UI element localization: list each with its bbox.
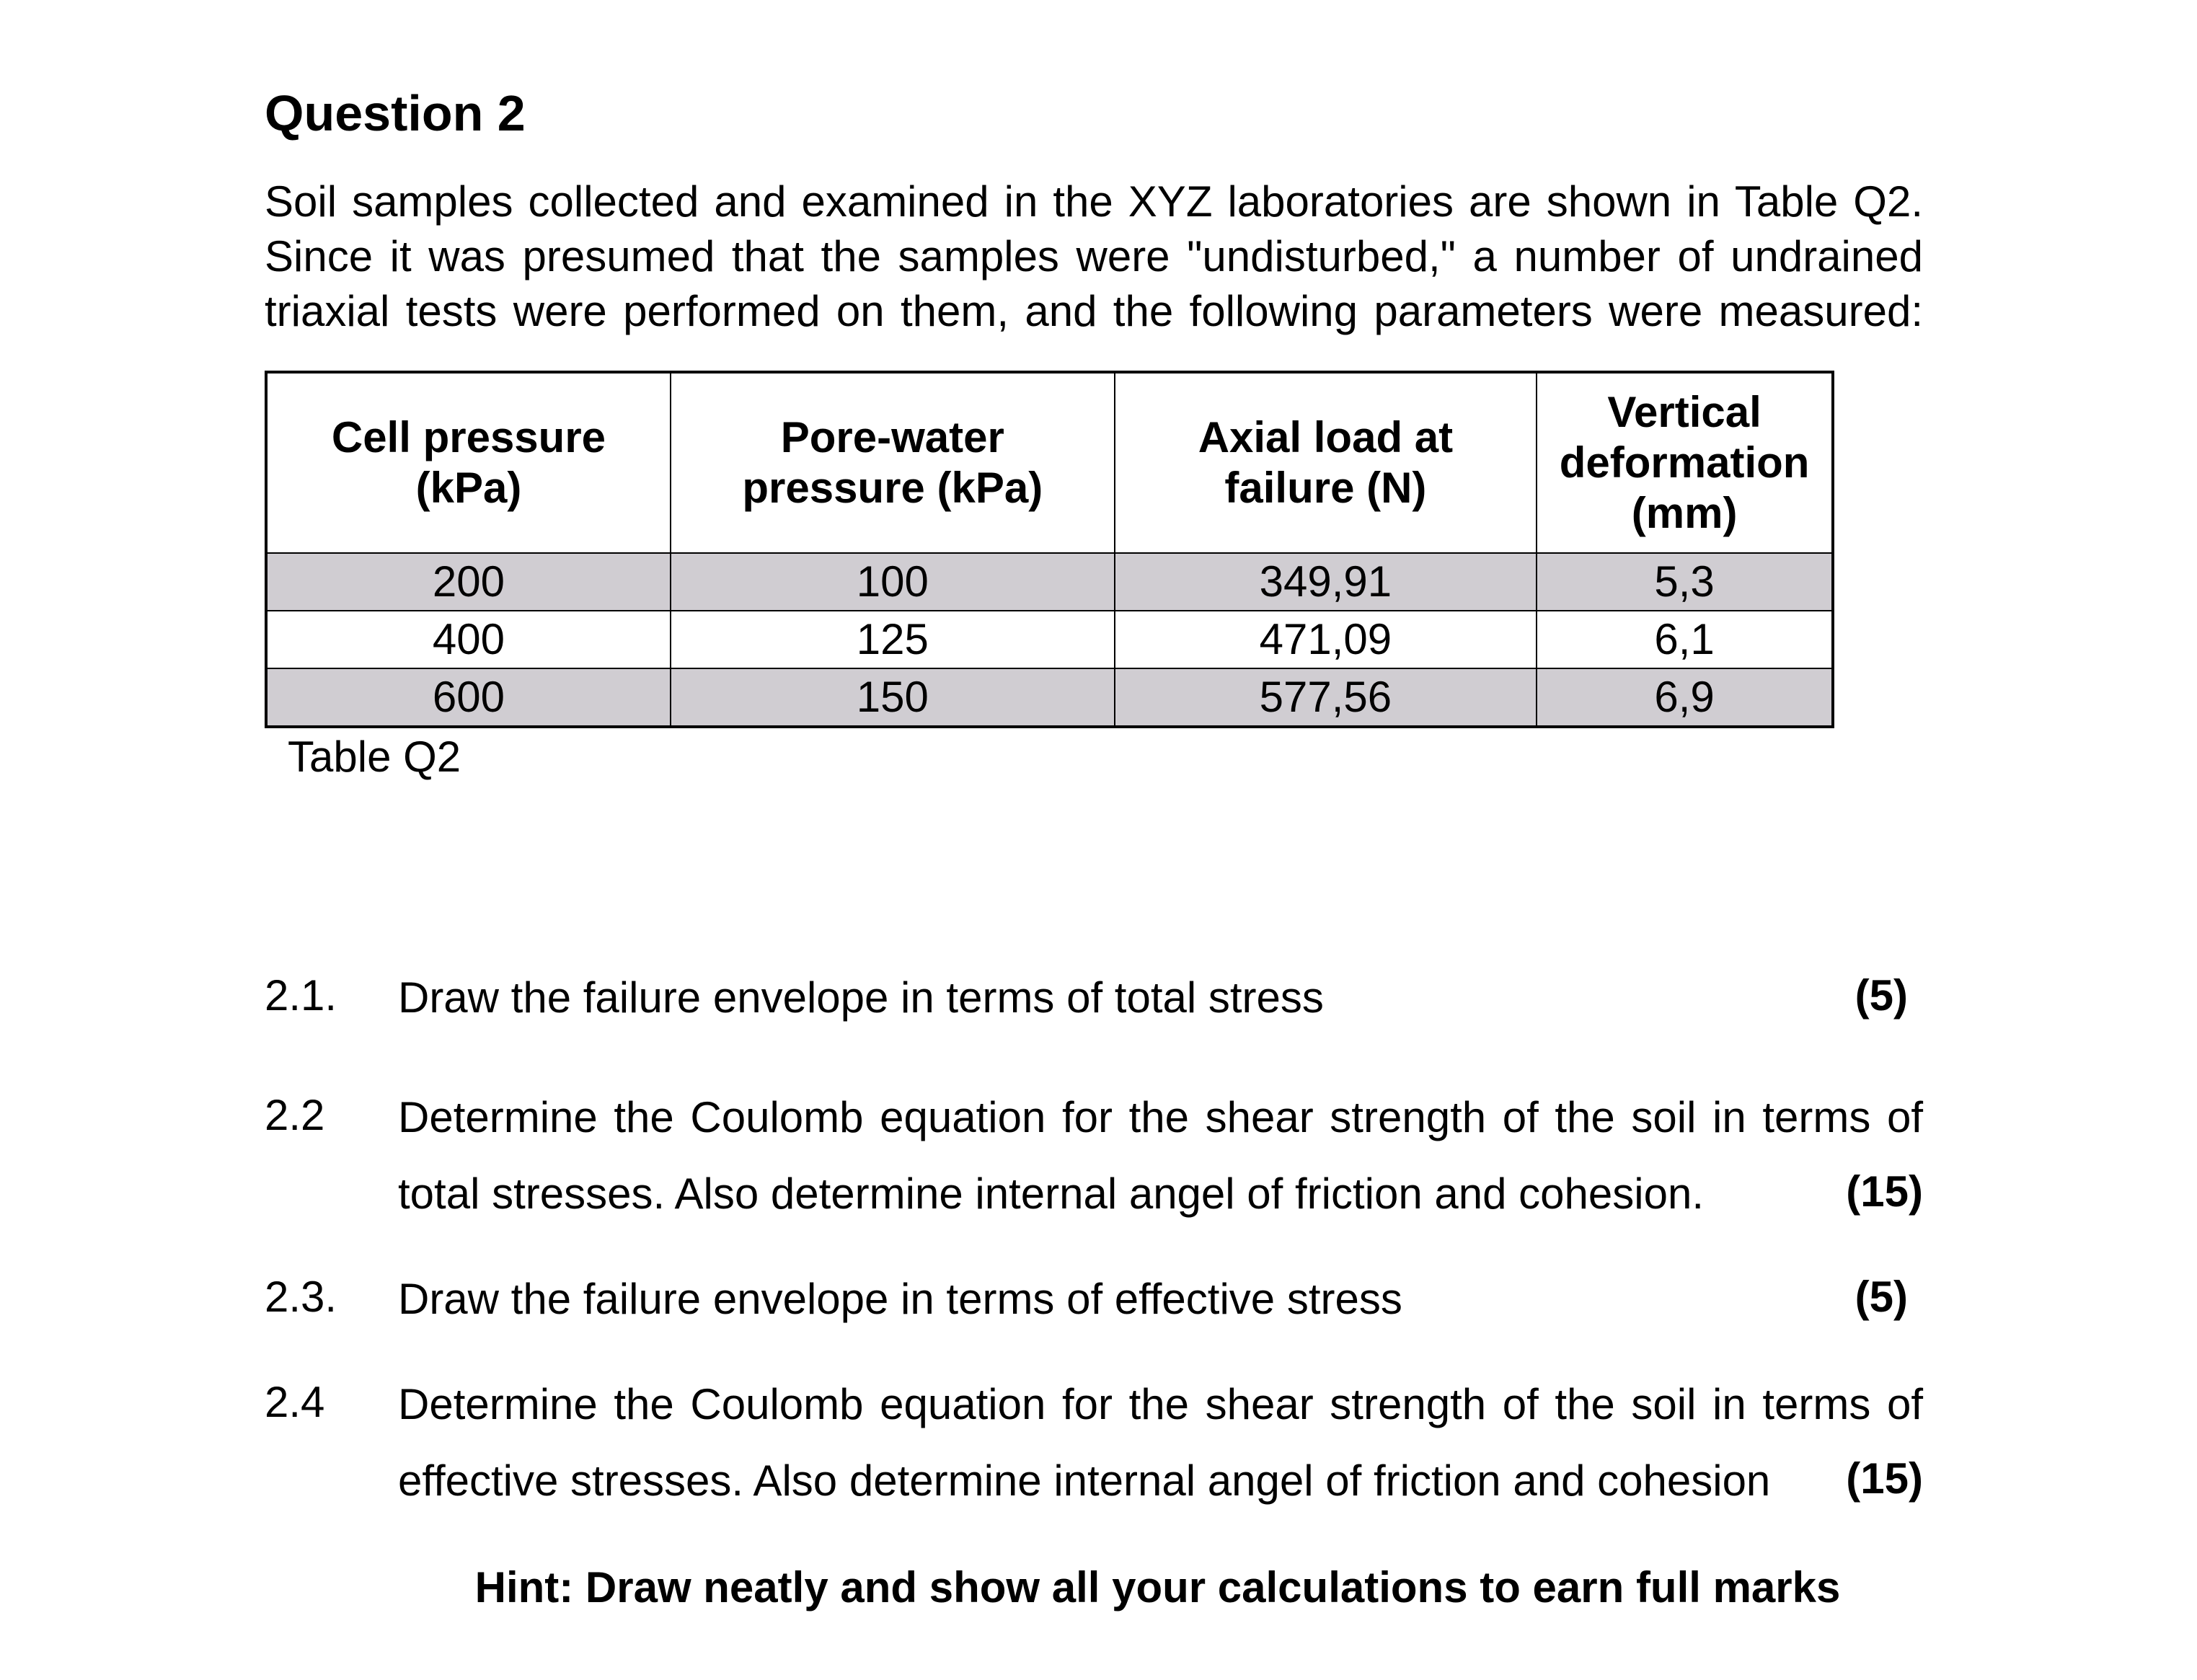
table-cell: 349,91 xyxy=(1115,553,1537,611)
table-cell: 6,9 xyxy=(1537,668,1833,727)
table-caption: Table Q2 xyxy=(288,733,461,781)
question-text xyxy=(398,1272,1923,1348)
question-line: Determine the Coulomb equation for the shear strength of the soil in terms of xyxy=(398,1380,1923,1428)
header-pore-water-pressure: Pore-water pressure (kPa) xyxy=(671,372,1115,553)
question-line: Determine the Coulomb equation for the shear strength of the soil in terms of xyxy=(398,1093,1923,1141)
header-cell-pressure: Cell pressure (kPa) xyxy=(266,372,671,553)
question-text xyxy=(398,971,1923,1047)
intro-line: triaxial tests were performed on them, and the following parameters were measured: xyxy=(265,287,1923,335)
table-cell: 200 xyxy=(266,553,671,611)
table-row xyxy=(266,553,1833,611)
table-row xyxy=(266,611,1833,668)
intro-line: Soil samples collected and examined in the XYZ laboratories are shown in Table Q2. xyxy=(265,177,1923,226)
header-axial-load: Axial load at failure (N) xyxy=(1115,372,1537,553)
table-cell: 6,1 xyxy=(1537,611,1833,668)
table-cell: 5,3 xyxy=(1537,553,1833,611)
intro-line: Since it was presumed that the samples were "undisturbed," a number of undrained xyxy=(265,232,1923,280)
table-cell: 400 xyxy=(266,611,671,668)
table-cell: 150 xyxy=(671,668,1115,727)
question-marks: (15) xyxy=(1846,1167,1923,1216)
table-cell: 471,09 xyxy=(1115,611,1537,668)
question-marks: (5) xyxy=(1855,1273,1908,1321)
question-line: Draw the failure envelope in terms of effective stress xyxy=(398,1275,1402,1323)
question-line: Draw the failure envelope in terms of total stress xyxy=(398,973,1324,1022)
question-marks: (15) xyxy=(1846,1454,1923,1503)
question-title: Question 2 xyxy=(265,85,526,141)
table-cell: 100 xyxy=(671,553,1115,611)
intro-paragraph xyxy=(265,174,1923,339)
question-line: total stresses. Also determine internal angel of friction and cohesion. xyxy=(398,1170,1705,1218)
question-number: 2.2 xyxy=(265,1091,325,1139)
question-text xyxy=(398,1090,1923,1243)
table-cell: 600 xyxy=(266,668,671,727)
question-number: 2.4 xyxy=(265,1378,325,1426)
hint-label: Hint: Draw neatly and show all your calculations to earn full marks xyxy=(474,1563,1841,1612)
table-header-row xyxy=(266,372,1833,553)
table-cell: 577,56 xyxy=(1115,668,1537,727)
hint-text xyxy=(0,1560,2197,1615)
question-text xyxy=(398,1377,1923,1530)
question-marks: (5) xyxy=(1855,971,1908,1020)
results-table xyxy=(265,371,1834,728)
question-number: 2.3. xyxy=(265,1273,337,1321)
table-row xyxy=(266,668,1833,727)
table-cell: 125 xyxy=(671,611,1115,668)
header-vertical-deformation: Vertical deformation (mm) xyxy=(1537,372,1833,553)
question-line: effective stresses. Also determine internal angel of friction and cohesion xyxy=(398,1456,1771,1505)
question-number: 2.1. xyxy=(265,971,337,1020)
